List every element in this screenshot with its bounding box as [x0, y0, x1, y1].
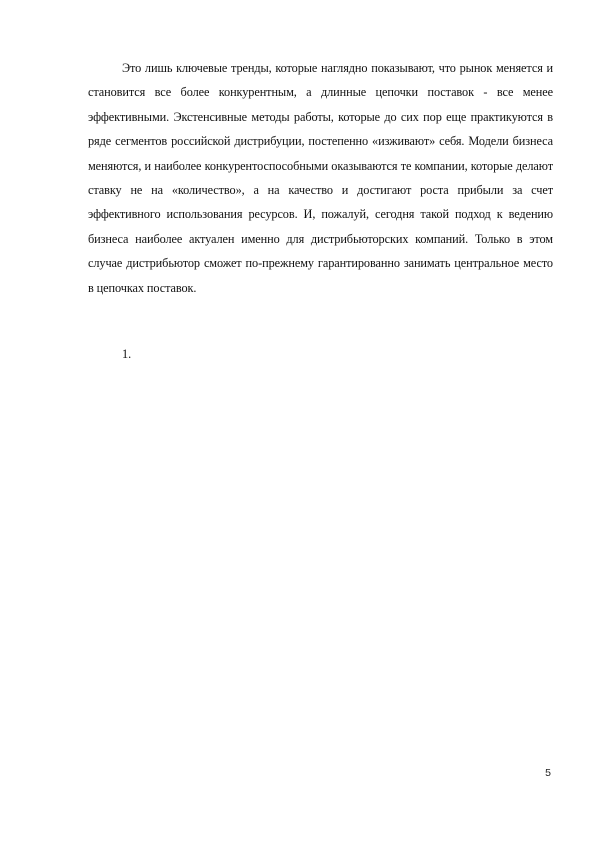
numbered-list-marker: 1.: [122, 347, 132, 361]
page-number: 5: [545, 767, 551, 779]
body-paragraph: Это лишь ключевые тренды, которые наглядно показывают, что рынок меняется и становится все более конкурентным, а длинные цепочки поставок - все менее эффективными. Экстенсивные методы работы, которые до сих пор еще практикуются в ряде сегментов российской дистрибуции, постепенно «изживают» себя. Модели бизнеса меняются, и наиболее конкурентоспособными оказываются те компании, которые делают ставку не на «количество», а на качество и достигают роста прибыли за счет эффективного использования ресурсов. И, пожалуй, сегодня такой подход к ведению бизнеса наиболее актуален именно для дистрибьюторских компаний. Только в этом случае дистрибьютор сможет по-прежнему гарантированно занимать центральное место в цепочках поставок.: [88, 61, 553, 295]
